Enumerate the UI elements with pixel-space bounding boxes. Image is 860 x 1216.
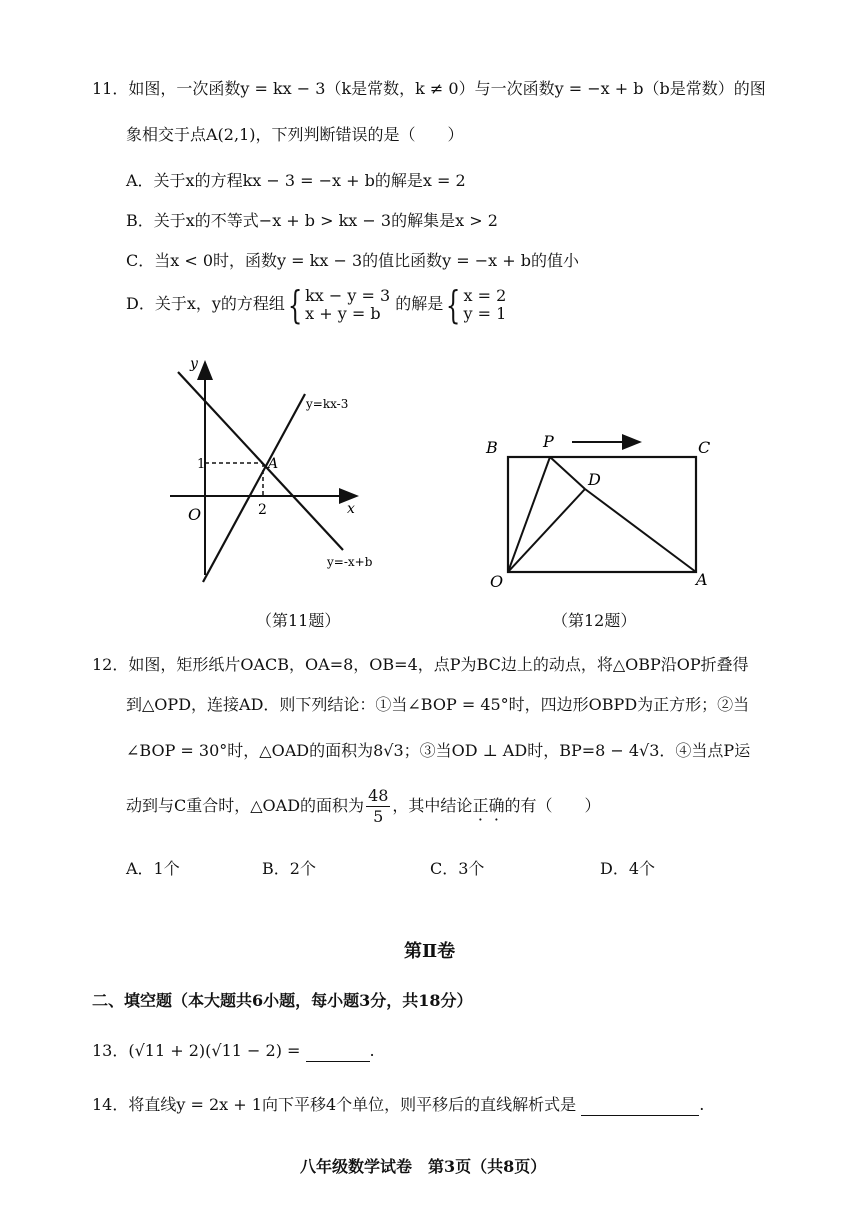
q12-caption: （第12题） <box>552 611 637 630</box>
part2-title: 第Ⅱ卷 <box>404 941 456 962</box>
q11-line1-label: y=kx-3 <box>306 397 349 411</box>
q12-stem-line4 <box>126 784 600 828</box>
q13-answer-blank <box>306 1043 370 1062</box>
q11-tick-y: 1 <box>197 457 206 472</box>
q12-option-c: C．3个 <box>430 859 485 878</box>
q11-solution <box>463 287 506 323</box>
q12-stem-line3: ∠BOP = 30°时，△OAD的面积为8√3；③当OD ⊥ AD时，BP=8 − 4√3．④当点P运 <box>126 741 751 760</box>
q11-figure <box>160 350 400 590</box>
q11-option-a: A．关于x的方程kx − 3 = −x + b的解是x = 2 <box>126 171 466 190</box>
q12-emphasis-1: 正 <box>472 796 489 815</box>
q14 <box>92 1094 704 1116</box>
q12-label-c: C <box>698 438 711 457</box>
q12-rectangle-oacb <box>508 457 696 572</box>
section-fill-in-heading: 二、填空题（本大题共6小题，每小题3分，共18分） <box>92 991 473 1010</box>
q11-axis-x-label: x <box>347 501 355 517</box>
q13-end: . <box>369 1041 375 1060</box>
q12-label-p: P <box>543 432 554 451</box>
q11-stem-line2: 象相交于点A(2,1)，下列判断错误的是（ ） <box>126 125 464 144</box>
q12-segment-op <box>508 457 550 572</box>
q14-end: . <box>699 1095 705 1114</box>
q11-tick-x: 2 <box>258 502 267 518</box>
q11-line2-label: y=-x+b <box>327 555 373 569</box>
q12-line4-prefix: 动到与C重合时，△OAD的面积为 <box>126 796 365 815</box>
page-footer: 八年级数学试卷 第3页（共8页） <box>300 1157 547 1176</box>
q13-expression: 13．(√11 + 2)(√11 − 2) = <box>92 1041 301 1060</box>
q11-point-a: A <box>268 456 279 472</box>
q11-solution-x: x = 2 <box>463 285 507 305</box>
q11-axis-y-label: y <box>190 356 198 372</box>
q12-fraction-denominator: 5 <box>373 807 384 826</box>
q11-caption: （第11题） <box>256 611 341 630</box>
q12-segment-pd <box>550 457 585 489</box>
q11-option-d-prefix: D．关于x，y的方程组 <box>126 294 285 313</box>
q12-segment-od <box>508 489 585 572</box>
q11-solution-y: y = 1 <box>463 303 507 323</box>
q12-figure <box>480 425 725 595</box>
q12-line4-suffix: 的有（ ） <box>504 796 601 815</box>
q11-line-kx-3 <box>203 394 305 582</box>
q13 <box>92 1040 375 1062</box>
q12-label-b: B <box>486 438 498 457</box>
q12-fraction-numerator: 48 <box>368 786 389 805</box>
q11-stem-line1: 11．如图，一次函数y = kx − 3（k是常数，k ≠ 0）与一次函数y = −x + b（b是常数）的图 <box>92 79 766 98</box>
q12-label-o: O <box>490 572 504 591</box>
q14-text: 14．将直线y = 2x + 1向下平移4个单位，则平移后的直线解析式是 <box>92 1095 577 1114</box>
q12-option-b: B．2个 <box>262 859 316 878</box>
q12-line4-mid: ，其中结论 <box>392 796 473 815</box>
q11-system <box>305 287 390 323</box>
q11-option-b: B．关于x的不等式−x + b > kx − 3的解集是x > 2 <box>126 211 498 230</box>
q11-system-eq2: x + y = b <box>305 303 381 323</box>
q11-option-d: D．关于x，y的方程组{ kx − y = 3 x + y = b 的解是{ x = 2 y = 1 <box>126 282 507 327</box>
q12-option-d: D．4个 <box>600 859 656 878</box>
q12-stem-line1: 12．如图，矩形纸片OACB，OA=8，OB=4，点P为BC边上的动点，将△OBP沿OP折叠得 <box>92 655 749 674</box>
q12-label-a: A <box>696 570 708 589</box>
q12-label-d: D <box>588 470 601 489</box>
q11-option-c: C．当x < 0时，函数y = kx − 3的值比函数y = −x + b的值小 <box>126 251 579 270</box>
q12-option-a: A．1个 <box>126 859 180 878</box>
q12-segment-ad <box>585 489 696 572</box>
q12-fraction <box>366 786 390 827</box>
q11-system-eq1: kx − y = 3 <box>305 285 391 305</box>
q11-option-d-middle: 的解是 <box>395 294 444 313</box>
q12-emphasis-2: 确 <box>488 796 505 815</box>
q12-stem-line2: 到△OPD，连接AD．则下列结论：①当∠BOP = 45°时，四边形OBPD为正方形；②当 <box>126 695 750 714</box>
q11-origin-label: O <box>188 505 202 524</box>
q14-answer-blank <box>581 1097 699 1116</box>
